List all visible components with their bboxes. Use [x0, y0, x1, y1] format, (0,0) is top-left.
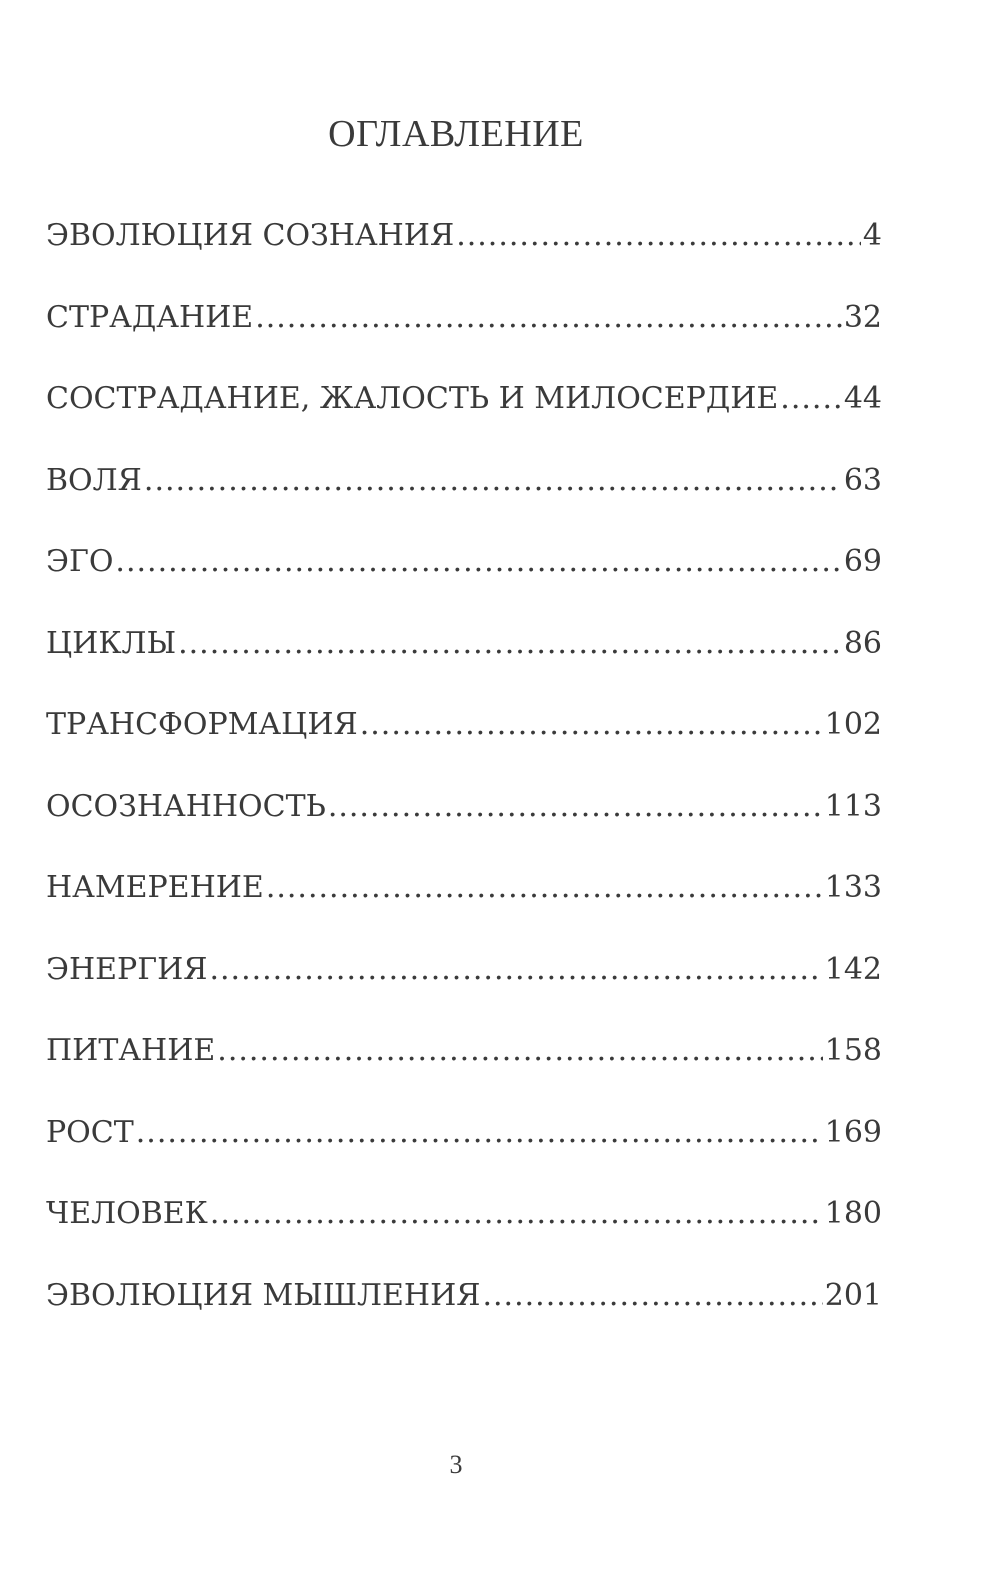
toc-entry-page: 201	[824, 1277, 882, 1313]
toc-entry	[46, 536, 882, 618]
toc-entry	[46, 862, 882, 944]
toc-entry-title: ЭВОЛЮЦИЯ МЫШЛЕНИЯ	[46, 1277, 481, 1313]
toc-entry-title: ПИТАНИЕ	[46, 1033, 216, 1068]
toc-entry	[46, 1188, 882, 1270]
toc-entry-page: 142	[824, 951, 882, 987]
toc-entry	[46, 618, 882, 700]
toc-entry	[46, 1025, 882, 1107]
toc-entry-title: НАМЕРЕНИЕ	[46, 870, 264, 905]
toc-entry-page: 133	[824, 870, 882, 905]
toc-entry-page: 63	[843, 462, 882, 498]
toc-entry-page: 158	[824, 1033, 882, 1068]
toc-dot-leader	[144, 455, 842, 507]
toc-entry-page: 169	[824, 1114, 882, 1150]
toc-entry-page: 113	[824, 788, 882, 824]
toc-dot-leader	[136, 1107, 823, 1159]
toc-entry-page: 86	[843, 625, 882, 661]
toc-entry-title: ОСОЗНАННОСТЬ	[46, 788, 326, 824]
toc-entry-title: ТРАНСФОРМАЦИЯ	[46, 707, 358, 742]
toc-entry-title: ВОЛЯ	[46, 462, 142, 498]
toc-entry-title: ЦИКЛЫ	[46, 625, 177, 661]
toc-entry	[46, 373, 882, 455]
toc-dot-leader	[210, 1188, 823, 1240]
toc-entry	[46, 1270, 882, 1352]
toc-entry	[46, 210, 882, 292]
toc-entry-title: ЭВОЛЮЦИЯ СОЗНАНИЯ	[46, 218, 455, 253]
toc-entry	[46, 292, 882, 374]
toc-dot-leader	[328, 781, 823, 833]
toc-entry	[46, 699, 882, 781]
toc-entry	[46, 455, 882, 537]
toc-dot-leader	[178, 618, 842, 670]
toc-entry	[46, 781, 882, 863]
toc-entry-page: 69	[843, 544, 882, 579]
toc-entry-title: ЧЕЛОВЕК	[46, 1196, 208, 1231]
toc-dot-leader	[115, 536, 841, 588]
toc-entry-title: СТРАДАНИЕ	[46, 299, 254, 335]
toc-entry	[46, 1107, 882, 1189]
toc-entry-title: ЭНЕРГИЯ	[46, 951, 208, 987]
toc-dot-leader	[780, 373, 842, 425]
page-number: 3	[449, 1450, 463, 1479]
toc-dot-leader	[456, 210, 861, 262]
toc-dot-leader	[482, 1270, 822, 1322]
toc-entry-page: 32	[843, 299, 882, 335]
toc-entry-page: 4	[862, 218, 882, 253]
toc-dot-leader	[255, 292, 842, 344]
toc-entry	[46, 944, 882, 1026]
toc-entry-page: 180	[824, 1196, 882, 1231]
toc-entry-page: 44	[843, 381, 882, 416]
toc-entry-title: РОСТ	[46, 1114, 134, 1150]
toc-dot-leader	[266, 862, 823, 914]
toc-dot-leader	[360, 699, 823, 751]
toc-entry-title: СОСТРАДАНИЕ, ЖАЛОСТЬ И МИЛОСЕРДИЕ	[46, 381, 779, 416]
toc-dot-leader	[217, 1025, 822, 1077]
toc-list	[46, 210, 882, 1351]
toc-dot-leader	[209, 944, 822, 996]
toc-entry-title: ЭГО	[46, 544, 114, 579]
toc-heading: ОГЛАВЛЕНИЕ	[328, 113, 584, 155]
toc-entry-page: 102	[824, 707, 882, 742]
